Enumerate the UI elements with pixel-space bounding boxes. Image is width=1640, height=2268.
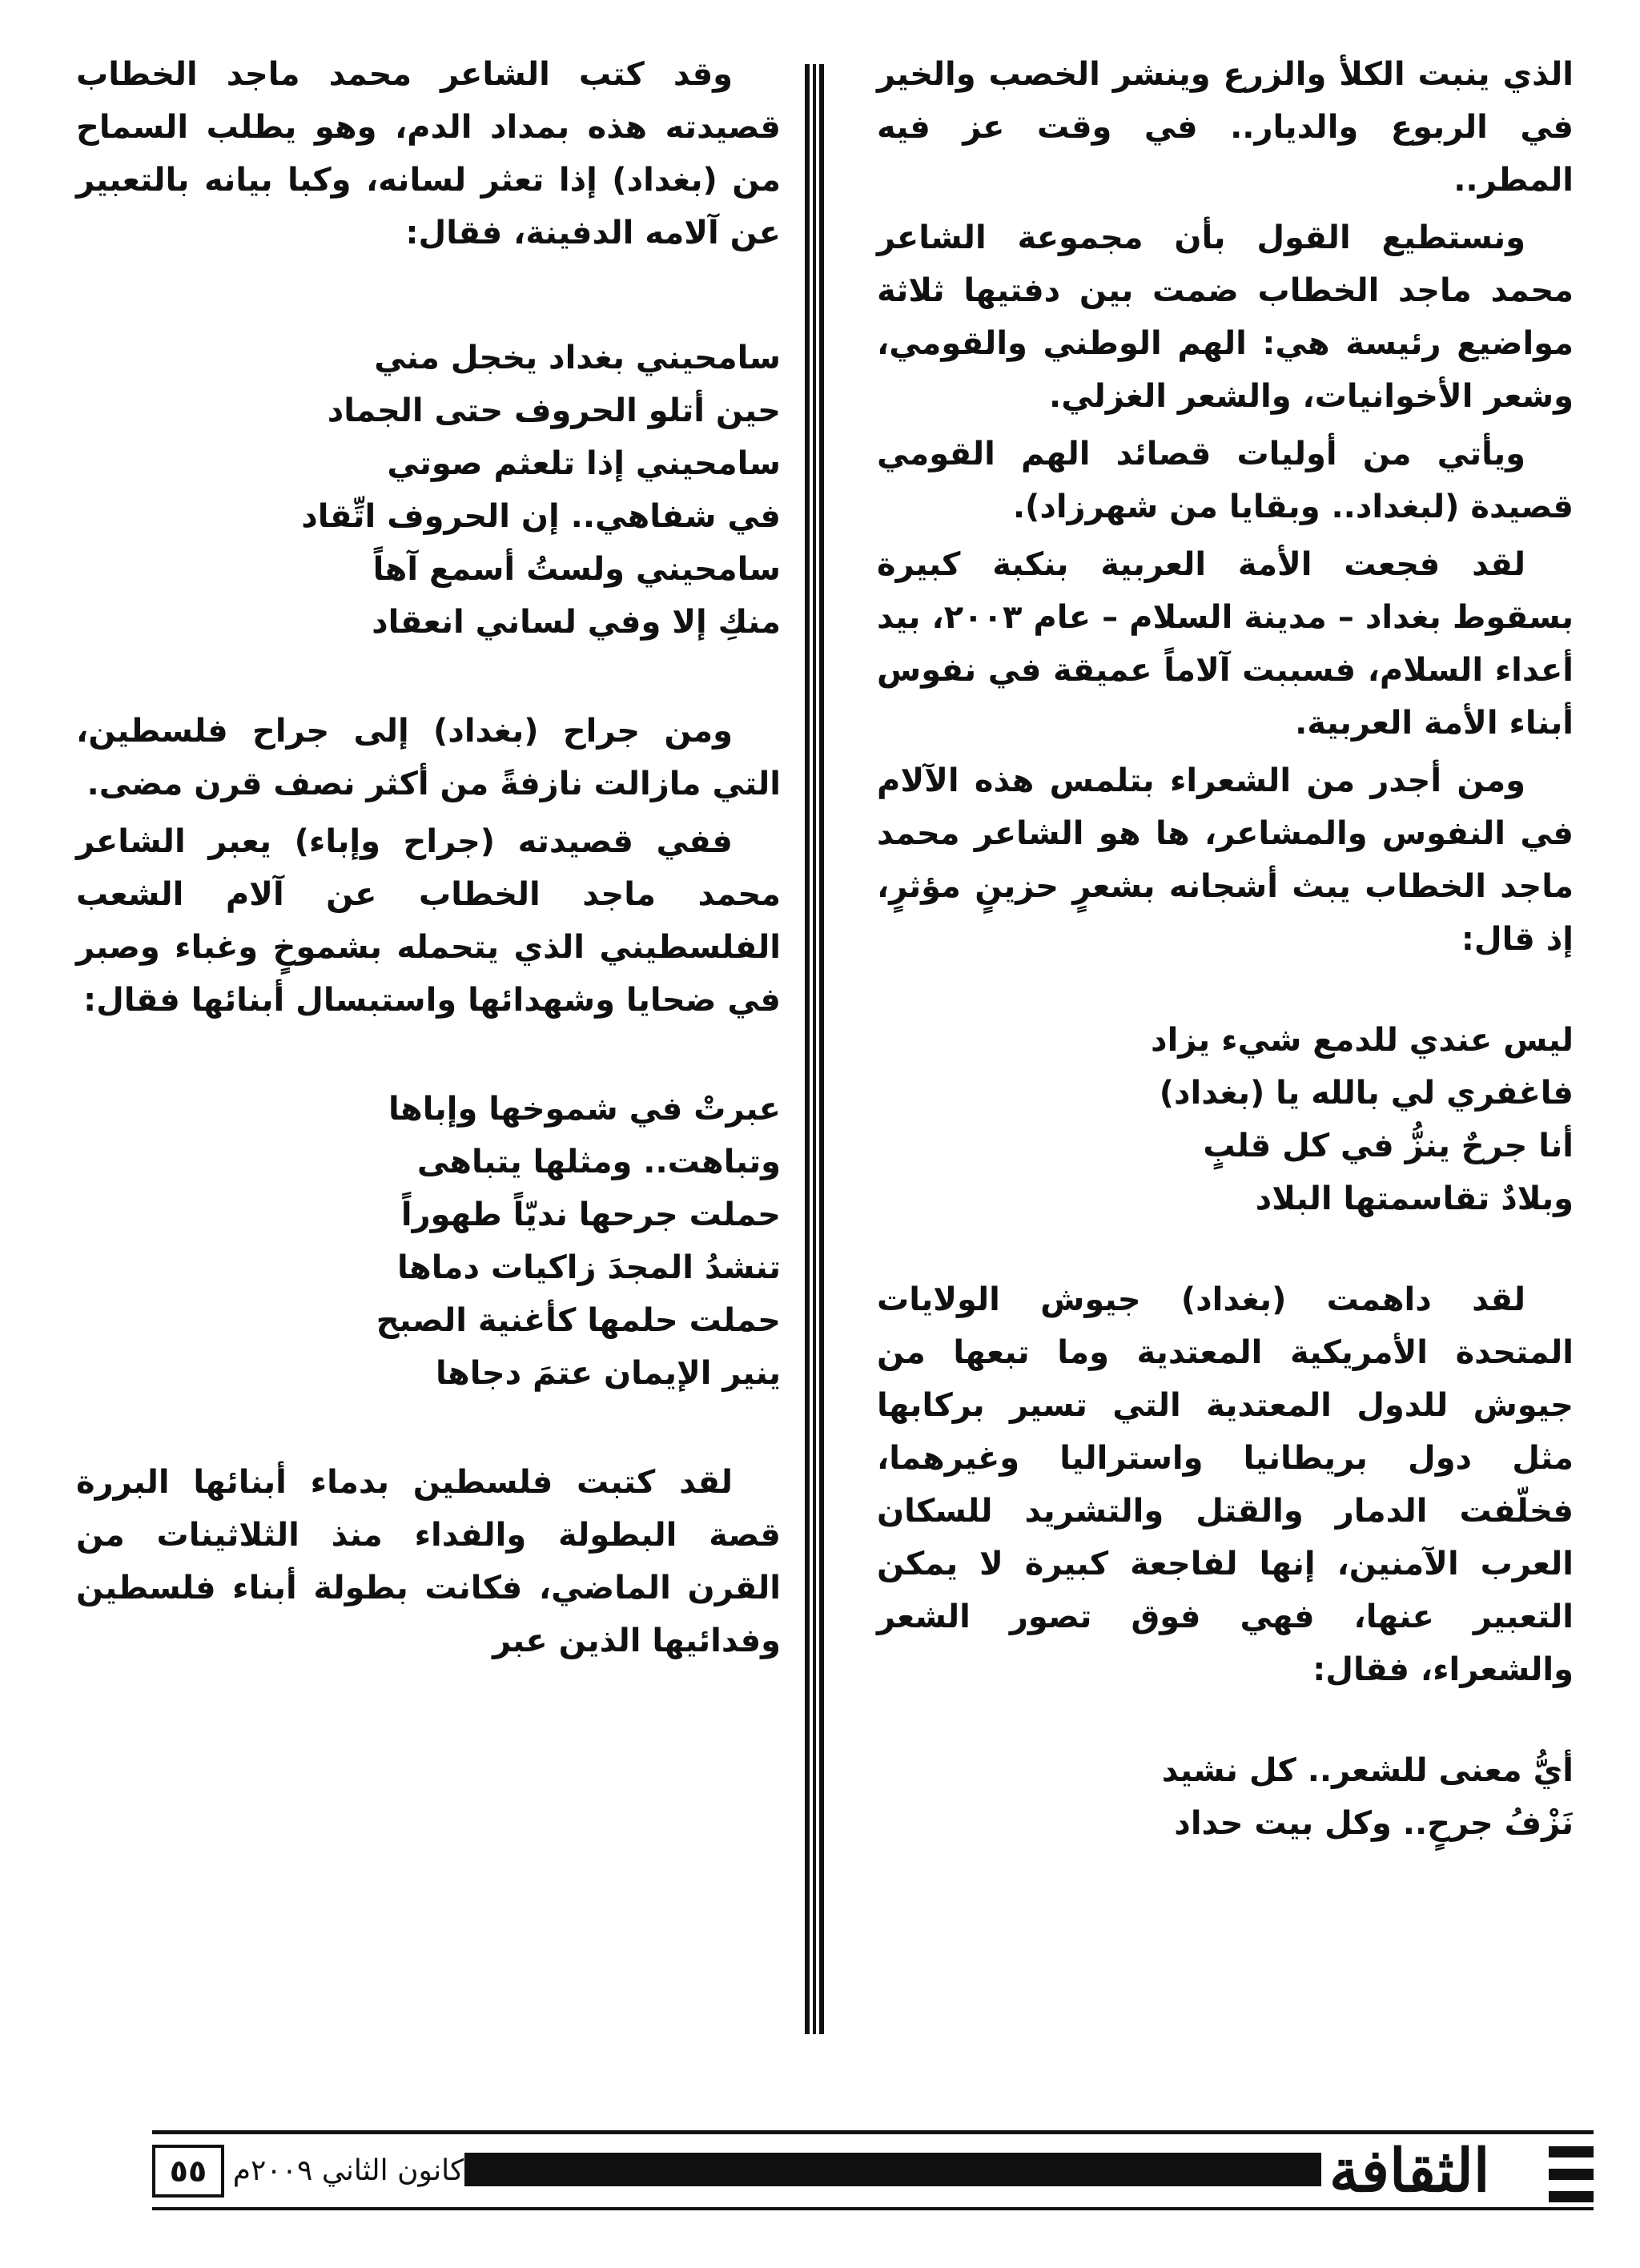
- paragraph: الذي ينبت الكلأ والزرع وينشر الخصب والخير في الربوع والديار.. في وقت عز فيه المطر..: [877, 56, 1574, 199]
- poem-line: سامحيني بغداد يخجل مني: [374, 340, 781, 376]
- poem-line: وبلادٌ تقاسمتها البلاد: [1255, 1180, 1574, 1217]
- poem-line: حملت حلمها كأغنية الصبح: [376, 1302, 781, 1339]
- poem-line: وتباهت.. ومثلها يتباهى: [416, 1144, 781, 1180]
- paragraph: لقد فجعت الأمة العربية بنكبة كبيرة بسقوط بغداد – مدينة السلام – عام ٢٠٠٣، بيد أعداء السلام، فسببت آلاماً عميقة في نفوس أبناء الأمة العربية.: [877, 546, 1574, 742]
- footer-rule: [152, 2207, 1594, 2210]
- poem-line: حملت جرحها نديّاً طهوراً: [400, 1196, 781, 1233]
- poem-line: عبرتْ في شموخها وإباها: [388, 1091, 781, 1128]
- poem-stanza: [76, 332, 781, 649]
- poem-line: حين أتلو الحروف حتى الجماد: [327, 392, 781, 429]
- issue-date: كانون الثاني ٢٠٠٩م: [232, 2154, 464, 2187]
- right-column: [877, 48, 1574, 1850]
- paragraph: ومن أجدر من الشعراء بتلمس هذه الآلام في النفوس والمشاعر، ها هو الشاعر محمد ماجد الخطاب يبث أشجانه بشعرٍ حزينٍ مؤثرٍ، إذ قال:: [877, 762, 1574, 958]
- column-divider: [805, 64, 826, 2034]
- poem-line: تنشدُ المجدَ زاكيات دماها: [396, 1249, 781, 1286]
- poem-stanza: [877, 1744, 1574, 1850]
- page-footer: [152, 2130, 1594, 2218]
- poem-line: سامحيني إذا تلعثم صوتي: [387, 445, 781, 482]
- left-column: [76, 48, 781, 1672]
- poem-stanza: [877, 1014, 1574, 1225]
- poem-line: سامحيني ولستُ أسمع آهاً: [372, 551, 781, 588]
- paragraph: وقد كتب الشاعر محمد ماجد الخطاب قصيدته هذه بمداد الدم، وهو يطلب السماح من (بغداد) إذا تعثر لسانه، وكبا بيانه بالتعبير عن آلامه الدفينة، فقال:: [76, 56, 781, 251]
- paragraph: ومن جراح (بغداد) إلى جراح فلسطين، التي مازالت نازفةً من أكثر نصف قرن مضى.: [76, 713, 781, 802]
- poem-line: ليس عندي للدمع شيء يزاد: [1151, 1022, 1574, 1059]
- paragraph: ونستطيع القول بأن مجموعة الشاعر محمد ماجد الخطاب ضمت بين دفتيها ثلاثة مواضيع رئيسة هي: الهم الوطني والقومي، وشعر الأخوانيات، والشعر الغزلي.: [877, 219, 1574, 415]
- poem-line: منكِ إلا وفي لساني انعقاد: [372, 604, 781, 641]
- footer-band: [464, 2153, 1321, 2186]
- poem-line: نَزْفُ جرحٍ.. وكل بيت حداد: [1174, 1805, 1574, 1842]
- logo-bars-icon: [1549, 2146, 1594, 2202]
- paragraph: ففي قصيدته (جراح وإباء) يعبر الشاعر محمد ماجد الخطاب عن آلام الشعب الفلسطيني الذي يتحمله بشموخٍ وغباء وصبر في ضحايا وشهدائها واستبسال أبنائها فقال:: [76, 823, 781, 1019]
- paragraph: لقد كتبت فلسطين بدماء أبنائها البررة قصة البطولة والفداء منذ الثلاثينات من القرن الماضي، فكانت بطولة أبناء فلسطين وفدائيها الذين عبر: [76, 1464, 781, 1659]
- poem-line: ينير الإيمان عتمَ دجاها: [436, 1355, 781, 1392]
- poem-line: أيُّ معنى للشعر.. كل نشيد: [1161, 1752, 1574, 1789]
- paragraph: ويأتي من أوليات قصائد الهم القومي قصيدة (لبغداد.. وبقايا من شهرزاد).: [877, 436, 1574, 525]
- magazine-logo: الثقافة: [1329, 2137, 1490, 2206]
- poem-line: في شفاهي.. إن الحروف اتِّقاد: [301, 498, 781, 535]
- poem-line: فاغفري لي بالله يا (بغداد): [1159, 1075, 1574, 1112]
- poem-stanza: [76, 1083, 781, 1400]
- paragraph: لقد داهمت (بغداد) جيوش الولايات المتحدة الأمريكية المعتدية وما تبعها من جيوش للدول المعتدية التي تسير بركابها مثل دول بريطانيا واستراليا وغيرهما، فخلّفت الدمار والقتل والتشريد للسكان العرب الآمنين، إنها لفاجعة كبيرة لا يمكن التعبير عنها، فهي فوق تصور الشعر والشعراء، فقال:: [877, 1281, 1574, 1688]
- poem-line: أنا جرحٌ ينزُّ في كل قلبٍ: [1203, 1128, 1574, 1164]
- page-number: ٥٥: [152, 2145, 224, 2198]
- footer-rule: [152, 2130, 1594, 2134]
